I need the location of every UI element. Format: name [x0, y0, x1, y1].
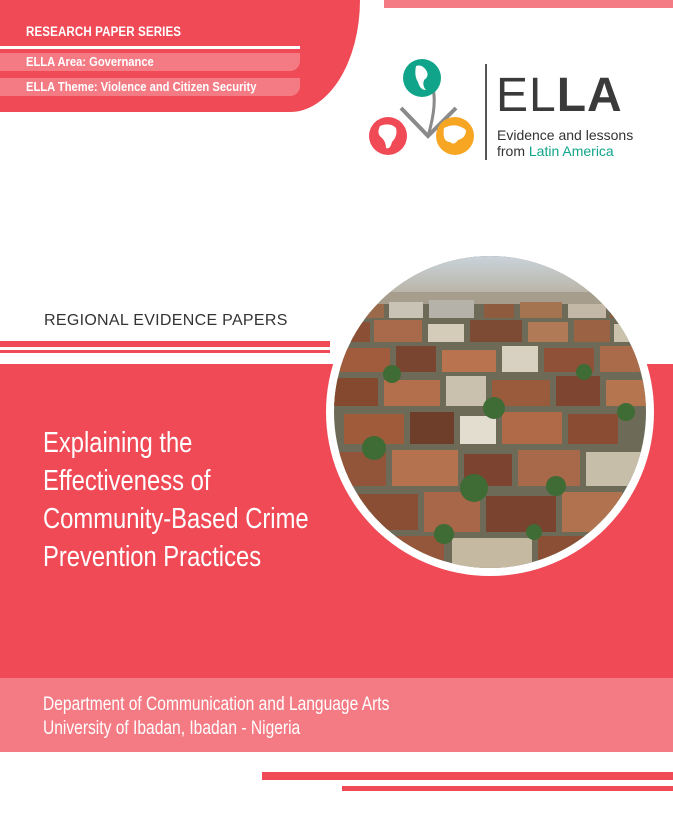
bottom-rule-thin	[342, 786, 673, 791]
logo-tagline-line1: Evidence and lessons	[497, 127, 634, 143]
title-line: Effectiveness of	[43, 465, 211, 497]
section-label: REGIONAL EVIDENCE PAPERS	[44, 312, 288, 329]
series-label: RESEARCH PAPER SERIES	[26, 24, 182, 39]
series-divider	[0, 46, 300, 49]
series-area-row	[0, 53, 300, 71]
ella-logo-icon	[366, 56, 476, 166]
section-rule-thin	[0, 350, 330, 353]
institution-department: Department of Communication and Language Arts	[43, 694, 390, 715]
series-theme-row	[0, 78, 300, 96]
logo-divider	[485, 64, 487, 160]
series-area-text: ELLA Area: Governance	[26, 54, 154, 69]
logo-wordmark: ELLA	[496, 69, 623, 122]
section-rule-thick	[0, 341, 330, 347]
city-rooftops-photo	[334, 256, 646, 568]
title-line: Prevention Practices	[43, 541, 262, 573]
top-accent-rule	[384, 0, 673, 8]
bottom-rule-thick	[262, 772, 673, 780]
title-line: Community-Based Crime	[43, 503, 309, 535]
institution-university: University of Ibadan, Ibadan - Nigeria	[43, 718, 301, 739]
title-line: Explaining the	[43, 427, 193, 459]
logo-tagline-line2: from Latin America	[497, 143, 614, 159]
series-theme-text: ELLA Theme: Violence and Citizen Security	[26, 79, 257, 94]
